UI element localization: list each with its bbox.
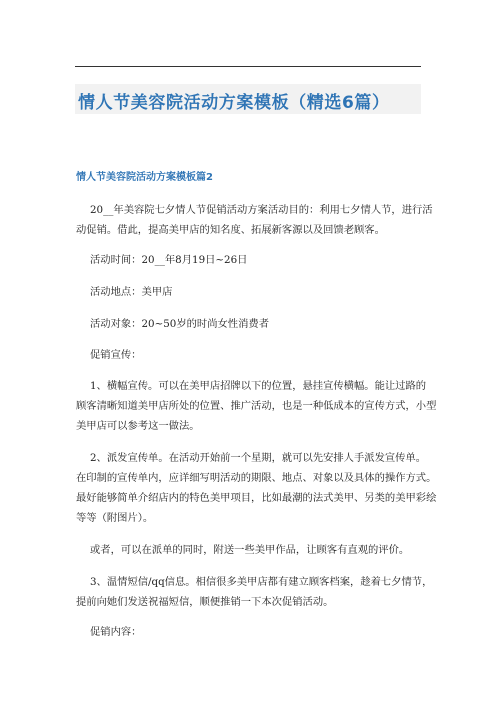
section-heading: 情人节美容院活动方案模板篇2 — [76, 172, 213, 183]
paragraph-promo-label — [76, 345, 422, 365]
paragraph-line: 活动对象：20~50岁的时尚女性消费者 — [90, 318, 269, 330]
paragraph-line: 活动地点：美甲店 — [90, 286, 173, 298]
paragraph-flyer — [76, 448, 437, 528]
paragraph-banner — [76, 376, 437, 436]
paragraph-line: 顾客清晰知道美甲店所处的位置、推广活动，也是一种低成本的宣传方式，小型 — [76, 400, 437, 412]
paragraph-line: 3、温情短信/qq信息。相信很多美甲店都有建立顾客档案，趁着七夕情节， — [90, 576, 433, 588]
paragraph-line: 或者，可以在派单的同时，附送一些美甲作品，让顾客有直观的评价。 — [90, 544, 410, 556]
paragraph-alternative — [76, 540, 422, 560]
paragraph-line: 2、派发宣传单。在活动开始前一个星期，就可以先安排人手派发宣传单。 — [90, 452, 427, 464]
paragraph-line: 1、横幅宣传。可以在美甲店招牌以下的位置，悬挂宣传横幅。能让过路的 — [90, 380, 427, 392]
paragraph-line: 等等（附图片）。 — [76, 512, 154, 524]
paragraph-line: 在印制的宣传单内，应详细写明活动的期限、地点、对象以及具体的操作方式。 — [76, 472, 437, 484]
paragraph-line: 最好能够简单介绍店内的特色美甲项目，比如最潮的法式美甲、另类的美甲彩绘 — [76, 492, 437, 504]
top-divider — [75, 66, 421, 67]
paragraph-line: 活动时间：20__年8月19日~26日 — [90, 254, 248, 266]
paragraph-line: 提前向她们发送祝福短信，顺便推销一下本次促销活动。 — [76, 596, 334, 608]
paragraph-line: 促销内容： — [90, 626, 142, 638]
paragraph-line: 促销宣传： — [90, 349, 142, 361]
paragraph-line: 20__年美容院七夕情人节促销活动方案活动目的：利用七夕情人节，进行活 — [90, 204, 433, 216]
paragraph-audience — [76, 314, 422, 334]
paragraph-content-label — [76, 622, 422, 642]
paragraph-sms — [76, 572, 433, 612]
paragraph-line: 动促销。借此，提高美甲店的知名度、拓展新客源以及回馈老顾客。 — [76, 224, 385, 236]
paragraph-line: 美甲店可以参考这一做法。 — [76, 420, 200, 432]
paragraph-purpose — [76, 200, 433, 240]
paragraph-time — [76, 250, 422, 270]
paragraph-location — [76, 282, 422, 302]
document-title: 情人节美容院活动方案模板（精选6篇） — [78, 93, 390, 113]
